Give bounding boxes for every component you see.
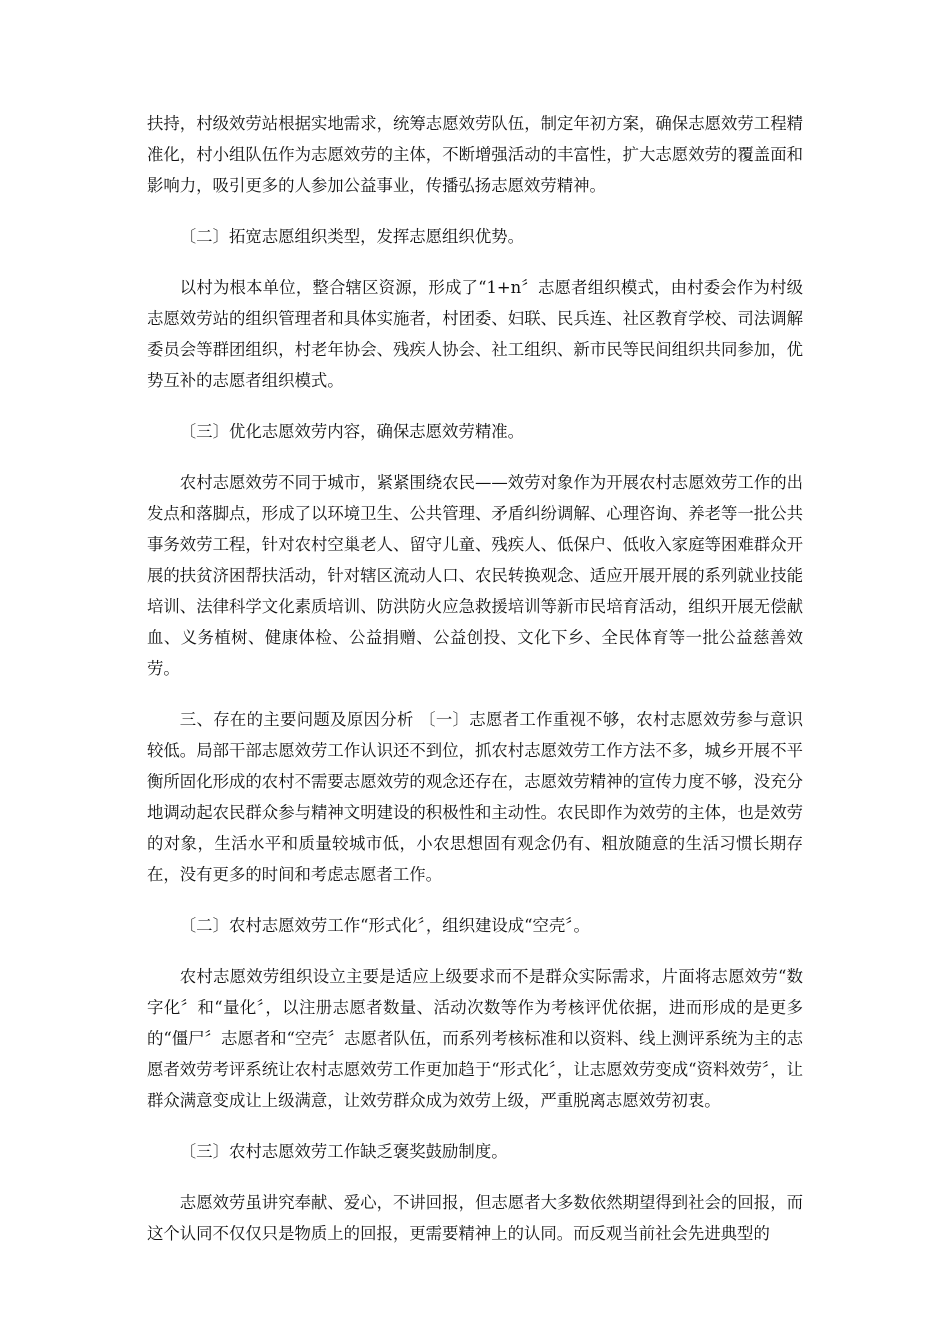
paragraph-continued: 扶持，村级效劳站根据实地需求，统筹志愿效劳队伍，制定年初方案，确保志愿效劳工程精准化，村小组队伍作为志愿效劳的主体，不断增强活动的丰富性，扩大志愿效劳的覆盖面和影响力，吸引更多的人参加公益事业，传播弘扬志愿效劳精神。 [147, 114, 803, 195]
document-page [147, 108, 803, 1269]
section-heading: 〔二〕拓宽志愿组织类型，发挥志愿组织优势。 [179, 227, 524, 246]
section-heading: 〔二〕农村志愿效劳工作“形式化〞，组织建设成“空壳〞。 [179, 916, 590, 935]
section-heading: 〔三〕优化志愿效劳内容，确保志愿效劳精准。 [179, 422, 524, 441]
paragraph: 三、存在的主要问题及原因分析 〔一〕志愿者工作重视不够，农村志愿效劳参与意识较低。局部干部志愿效劳工作认识还不到位，抓农村志愿效劳工作方法不多，城乡开展不平衡所固化形成的农村不需要志愿效劳的观念还存在，志愿效劳精神的宣传力度不够，没充分地调动起农民群众参与精神文明建设的积极性和主动性。农民即作为效劳的主体，也是效劳的对象，生活水平和质量较城市低，小农思想固有观念仍有、粗放随意的生活习惯长期存在，没有更多的时间和考虑志愿者工作。 [147, 710, 803, 884]
paragraph: 以村为根本单位，整合辖区资源，形成了“1+n〞志愿者组织模式，由村委会作为村级志愿效劳站的组织管理者和具体实施者，村团委、妇联、民兵连、社区教育学校、司法调解委员会等群团组织，村老年协会、残疾人协会、社工组织、新市民等民间组织共同参加，优势互补的志愿者组织模式。 [147, 278, 803, 390]
paragraph: 农村志愿效劳组织设立主要是适应上级要求而不是群众实际需求，片面将志愿效劳“数字化〞和“量化〞，以注册志愿者数量、活动次数等作为考核评优依据，进而形成的是更多的“僵尸〞志愿者和“空壳〞志愿者队伍，而系列考核标准和以资料、线上测评系统为主的志愿者效劳考评系统让农村志愿效劳工作更加趋于“形式化〞，让志愿效劳变成“资料效劳〞，让群众满意变成让上级满意，让效劳群众成为效劳上级，严重脱离志愿效劳初衷。 [147, 967, 803, 1110]
paragraph: 志愿效劳虽讲究奉献、爱心，不讲回报，但志愿者大多数依然期望得到社会的回报，而这个认同不仅仅只是物质上的回报，更需要精神上的认同。而反观当前社会先进典型的 [147, 1193, 803, 1243]
paragraph: 农村志愿效劳不同于城市，紧紧围绕农民——效劳对象作为开展农村志愿效劳工作的出发点和落脚点，形成了以环境卫生、公共管理、矛盾纠纷调解、心理咨询、养老等一批公共事务效劳工程，针对农村空巢老人、留守儿童、残疾人、低保户、低收入家庭等困难群众开展的扶贫济困帮扶活动，针对辖区流动人口、农民转换观念、适应开展开展的系列就业技能培训、法律科学文化素质培训、防洪防火应急救援培训等新市民培育活动，组织开展无偿献血、义务植树、健康体检、公益捐赠、公益创投、文化下乡、全民体育等一批公益慈善效劳。 [147, 473, 803, 678]
section-heading: 〔三〕农村志愿效劳工作缺乏褒奖鼓励制度。 [179, 1142, 508, 1161]
